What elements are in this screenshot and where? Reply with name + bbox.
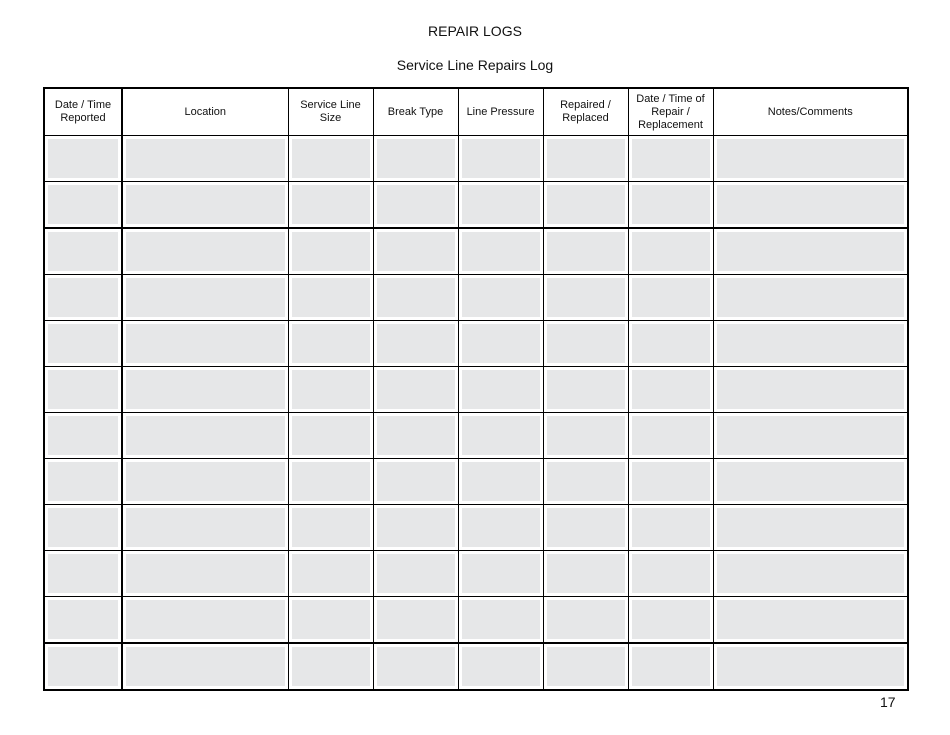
page-number: 17 <box>880 694 896 710</box>
cell-fill <box>544 597 628 642</box>
cell-fill <box>289 413 373 458</box>
entry-cell[interactable] <box>713 367 908 413</box>
entry-cell[interactable] <box>44 413 122 459</box>
cell-fill <box>374 505 458 550</box>
cell-fill <box>459 275 543 320</box>
cell-fill <box>123 597 288 642</box>
table-row <box>44 551 908 597</box>
entry-cell[interactable] <box>288 551 373 597</box>
cell-fill <box>459 597 543 642</box>
cell-fill <box>629 136 713 181</box>
entry-cell[interactable] <box>713 182 908 229</box>
cell-fill <box>123 413 288 458</box>
entry-cell[interactable] <box>713 551 908 597</box>
cell-fill <box>629 551 713 596</box>
cell-fill <box>123 229 288 274</box>
entry-cell[interactable] <box>288 182 373 229</box>
entry-cell[interactable] <box>373 459 458 505</box>
entry-cell[interactable] <box>288 136 373 182</box>
cell-fill <box>45 229 121 274</box>
entry-cell[interactable] <box>44 643 122 690</box>
entry-cell[interactable] <box>628 136 713 182</box>
entry-cell[interactable] <box>628 459 713 505</box>
cell-fill <box>374 275 458 320</box>
entry-cell[interactable] <box>713 597 908 644</box>
entry-cell[interactable] <box>122 505 288 551</box>
table-row <box>44 136 908 182</box>
entry-cell[interactable] <box>458 459 543 505</box>
entry-cell[interactable] <box>543 643 628 690</box>
entry-cell[interactable] <box>628 228 713 275</box>
cell-fill <box>714 229 908 274</box>
entry-cell[interactable] <box>288 228 373 275</box>
cell-fill <box>544 413 628 458</box>
entry-cell[interactable] <box>543 182 628 229</box>
table-row <box>44 643 908 690</box>
entry-cell[interactable] <box>122 643 288 690</box>
cell-fill <box>374 321 458 366</box>
cell-fill <box>45 551 121 596</box>
entry-cell[interactable] <box>44 321 122 367</box>
entry-cell[interactable] <box>373 228 458 275</box>
cell-fill <box>544 551 628 596</box>
column-header: Location <box>122 88 288 136</box>
cell-fill <box>629 644 713 689</box>
cell-fill <box>544 275 628 320</box>
entry-cell[interactable] <box>713 643 908 690</box>
cell-fill <box>374 136 458 181</box>
cell-fill <box>629 413 713 458</box>
entry-cell[interactable] <box>713 321 908 367</box>
cell-fill <box>714 551 908 596</box>
cell-fill <box>289 367 373 412</box>
cell-fill <box>374 551 458 596</box>
cell-fill <box>459 182 543 227</box>
entry-cell[interactable] <box>288 505 373 551</box>
cell-fill <box>45 644 121 689</box>
cell-fill <box>374 229 458 274</box>
column-header: Line Pressure <box>458 88 543 136</box>
cell-fill <box>374 367 458 412</box>
entry-cell[interactable] <box>288 597 373 644</box>
entry-cell[interactable] <box>628 551 713 597</box>
entry-cell[interactable] <box>122 551 288 597</box>
entry-cell[interactable] <box>288 459 373 505</box>
entry-cell[interactable] <box>543 551 628 597</box>
column-header: Notes/Comments <box>713 88 908 136</box>
cell-fill <box>714 136 908 181</box>
entry-cell[interactable] <box>713 136 908 182</box>
entry-cell[interactable] <box>373 321 458 367</box>
cell-fill <box>289 644 373 689</box>
entry-cell[interactable] <box>44 367 122 413</box>
cell-fill <box>629 597 713 642</box>
cell-fill <box>374 459 458 504</box>
entry-cell[interactable] <box>288 413 373 459</box>
entry-cell[interactable] <box>543 459 628 505</box>
cell-fill <box>459 644 543 689</box>
entry-cell[interactable] <box>458 551 543 597</box>
cell-fill <box>714 505 908 550</box>
entry-cell[interactable] <box>122 136 288 182</box>
cell-fill <box>45 505 121 550</box>
table-row <box>44 413 908 459</box>
cell-fill <box>374 413 458 458</box>
entry-cell[interactable] <box>543 413 628 459</box>
cell-fill <box>123 505 288 550</box>
cell-fill <box>289 136 373 181</box>
cell-fill <box>123 275 288 320</box>
cell-fill <box>123 644 288 689</box>
entry-cell[interactable] <box>543 321 628 367</box>
entry-cell[interactable] <box>458 505 543 551</box>
cell-fill <box>45 459 121 504</box>
cell-fill <box>629 459 713 504</box>
column-header: Service Line Size <box>288 88 373 136</box>
cell-fill <box>289 182 373 227</box>
entry-cell[interactable] <box>628 505 713 551</box>
cell-fill <box>45 367 121 412</box>
cell-fill <box>374 182 458 227</box>
entry-cell[interactable] <box>44 228 122 275</box>
cell-fill <box>714 597 908 642</box>
entry-cell[interactable] <box>713 505 908 551</box>
entry-cell[interactable] <box>373 643 458 690</box>
cell-fill <box>544 505 628 550</box>
cell-fill <box>629 275 713 320</box>
cell-fill <box>544 136 628 181</box>
entry-cell[interactable] <box>44 182 122 229</box>
entry-cell[interactable] <box>373 367 458 413</box>
entry-cell[interactable] <box>44 136 122 182</box>
entry-cell[interactable] <box>122 275 288 321</box>
cell-fill <box>45 182 121 227</box>
table-row <box>44 228 908 275</box>
cell-fill <box>629 505 713 550</box>
cell-fill <box>459 459 543 504</box>
cell-fill <box>544 182 628 227</box>
entry-cell[interactable] <box>122 367 288 413</box>
entry-cell[interactable] <box>543 228 628 275</box>
cell-fill <box>374 644 458 689</box>
column-header: Date / Time of Repair / Replacement <box>628 88 713 136</box>
entry-cell[interactable] <box>122 182 288 229</box>
entry-cell[interactable] <box>458 228 543 275</box>
cell-fill <box>123 367 288 412</box>
cell-fill <box>714 459 908 504</box>
cell-fill <box>629 229 713 274</box>
table-row <box>44 275 908 321</box>
entry-cell[interactable] <box>44 597 122 644</box>
cell-fill <box>714 275 908 320</box>
cell-fill <box>459 505 543 550</box>
table-row <box>44 459 908 505</box>
entry-cell[interactable] <box>543 136 628 182</box>
cell-fill <box>714 367 908 412</box>
entry-cell[interactable] <box>628 367 713 413</box>
entry-cell[interactable] <box>44 551 122 597</box>
entry-cell[interactable] <box>44 505 122 551</box>
entry-cell[interactable] <box>122 597 288 644</box>
entry-cell[interactable] <box>373 182 458 229</box>
cell-fill <box>123 182 288 227</box>
entry-cell[interactable] <box>288 367 373 413</box>
table-row <box>44 182 908 229</box>
section-title: REPAIR LOGS <box>428 23 522 39</box>
cell-fill <box>123 321 288 366</box>
entry-cell[interactable] <box>543 505 628 551</box>
entry-cell[interactable] <box>713 228 908 275</box>
entry-cell[interactable] <box>458 321 543 367</box>
entry-cell[interactable] <box>288 643 373 690</box>
entry-cell[interactable] <box>628 275 713 321</box>
cell-fill <box>459 136 543 181</box>
cell-fill <box>289 597 373 642</box>
entry-cell[interactable] <box>373 505 458 551</box>
cell-fill <box>544 644 628 689</box>
cell-fill <box>289 551 373 596</box>
cell-fill <box>45 321 121 366</box>
log-title: Service Line Repairs Log <box>396 57 554 73</box>
entry-cell[interactable] <box>458 413 543 459</box>
cell-fill <box>629 321 713 366</box>
entry-cell[interactable] <box>122 321 288 367</box>
entry-cell[interactable] <box>288 275 373 321</box>
cell-fill <box>459 551 543 596</box>
column-header: Repaired / Replaced <box>543 88 628 136</box>
entry-cell[interactable] <box>373 275 458 321</box>
entry-cell[interactable] <box>628 182 713 229</box>
entry-cell[interactable] <box>44 459 122 505</box>
table-row <box>44 505 908 551</box>
cell-fill <box>123 459 288 504</box>
cell-fill <box>459 321 543 366</box>
entry-cell[interactable] <box>458 643 543 690</box>
cell-fill <box>459 229 543 274</box>
entry-cell[interactable] <box>628 413 713 459</box>
cell-fill <box>544 321 628 366</box>
entry-cell[interactable] <box>44 275 122 321</box>
entry-cell[interactable] <box>122 228 288 275</box>
entry-cell[interactable] <box>122 413 288 459</box>
cell-fill <box>629 367 713 412</box>
entry-cell[interactable] <box>543 597 628 644</box>
entry-cell[interactable] <box>543 367 628 413</box>
cell-fill <box>123 136 288 181</box>
entry-cell[interactable] <box>458 275 543 321</box>
table-row <box>44 367 908 413</box>
entry-cell[interactable] <box>458 597 543 644</box>
entry-cell[interactable] <box>458 367 543 413</box>
cell-fill <box>544 459 628 504</box>
entry-cell[interactable] <box>458 182 543 229</box>
entry-cell[interactable] <box>628 643 713 690</box>
entry-cell[interactable] <box>122 459 288 505</box>
entry-cell[interactable] <box>373 136 458 182</box>
entry-cell[interactable] <box>373 551 458 597</box>
column-header: Break Type <box>373 88 458 136</box>
cell-fill <box>45 275 121 320</box>
cell-fill <box>289 321 373 366</box>
cell-fill <box>459 413 543 458</box>
entry-cell[interactable] <box>713 275 908 321</box>
entry-cell[interactable] <box>713 413 908 459</box>
entry-cell[interactable] <box>628 321 713 367</box>
entry-cell[interactable] <box>713 459 908 505</box>
cell-fill <box>629 182 713 227</box>
entry-cell[interactable] <box>373 413 458 459</box>
cell-fill <box>544 229 628 274</box>
entry-cell[interactable] <box>628 597 713 644</box>
cell-fill <box>289 459 373 504</box>
entry-cell[interactable] <box>458 136 543 182</box>
cell-fill <box>459 367 543 412</box>
cell-fill <box>374 597 458 642</box>
cell-fill <box>714 321 908 366</box>
cell-fill <box>714 182 908 227</box>
cell-fill <box>714 644 908 689</box>
table-row <box>44 321 908 367</box>
entry-cell[interactable] <box>373 597 458 644</box>
cell-fill <box>45 413 121 458</box>
cell-fill <box>123 551 288 596</box>
cell-fill <box>289 505 373 550</box>
cell-fill <box>714 413 908 458</box>
entry-cell[interactable] <box>543 275 628 321</box>
cell-fill <box>289 275 373 320</box>
cell-fill <box>45 597 121 642</box>
cell-fill <box>45 136 121 181</box>
table-row <box>44 597 908 644</box>
cell-fill <box>289 229 373 274</box>
repairs-log-table <box>43 87 909 691</box>
cell-fill <box>544 367 628 412</box>
column-header: Date / Time Reported <box>44 88 122 136</box>
entry-cell[interactable] <box>288 321 373 367</box>
